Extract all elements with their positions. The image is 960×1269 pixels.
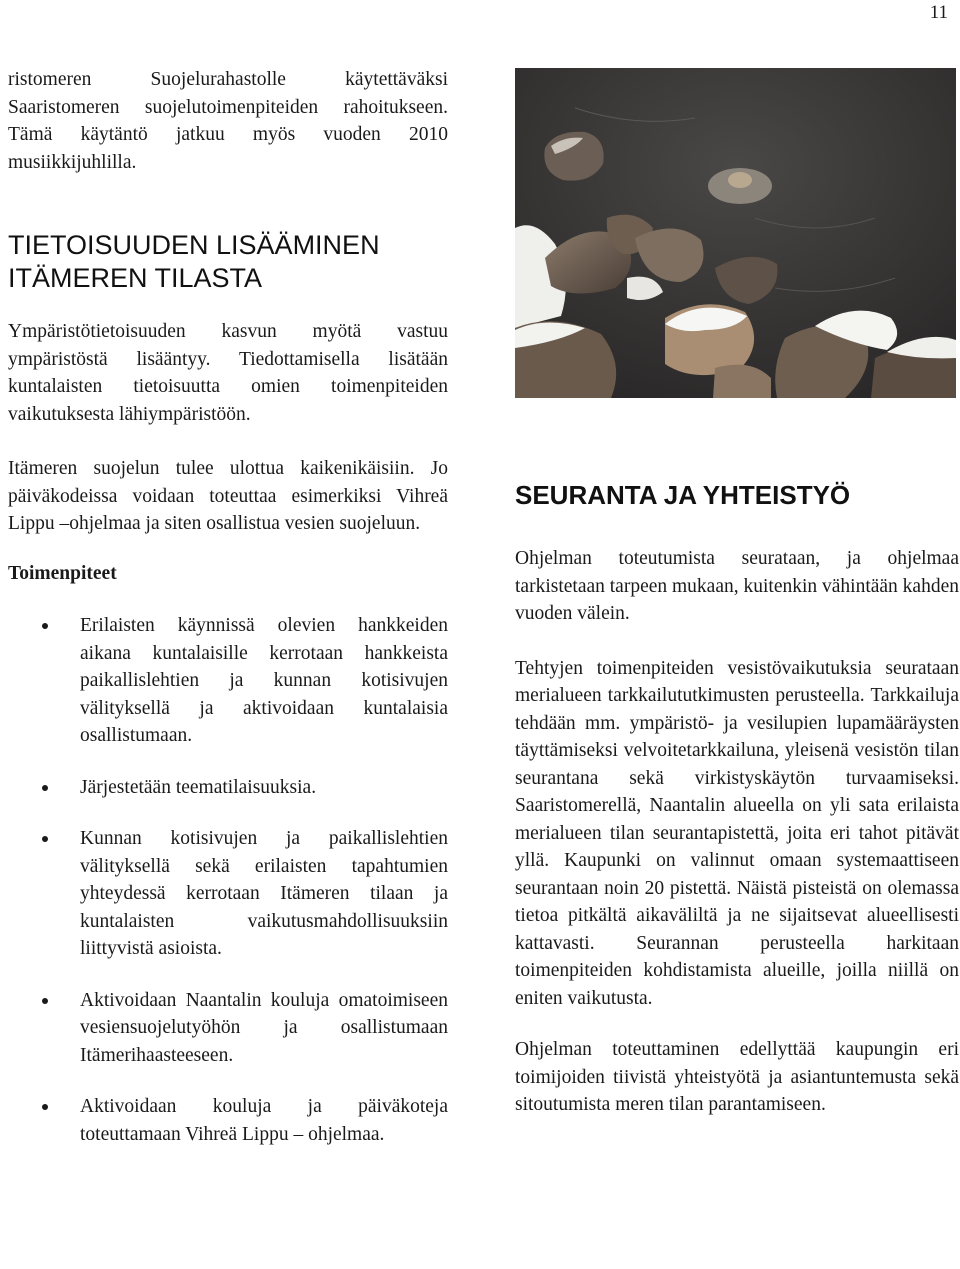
effects-paragraph: Tehtyjen toimenpiteiden vesistövaikutuksia seurataan merialueen tarkkailututkimusten perusteella. Tarkkailuja tehdään mm. ympäristö- ja vesilupien lupamääräysten täyttämiseksi velvoitetarkkailuna, yleisenä vesistön tilan seurantana sekä virkistyskäytön turvaamiseksi. Saaristomerellä, Naantalin alueella on yli sata erilaista merialueen tilan seurantapistettä, joita eri tahot pitävät yllä. Kaupunki on valinnut omaan systemaattiseen seurantaan noin 20 pistettä. Näistä pisteistä on olemassa tietoa pitkältä aikaväliltä ja ne sijaitsevat alueellisesti kattavasti. Seurannan perusteella harkitaan toimenpiteiden kohdistamista alueille, joilla niillä on eniten vaikutusta.	[515, 657, 959, 1009]
list-item-text: Erilaisten käynnissä olevien hankkeiden aikana kuntalaisille kerrotaan hankkeista paikallislehtien ja kunnan kotisivujen välityksellä ja aktivoidaan kuntalaisia osallistumaan.	[80, 615, 448, 746]
bullet-icon	[42, 785, 48, 791]
bullet-icon	[42, 836, 48, 842]
shoreline-photo	[515, 68, 956, 398]
monitoring-paragraph: Ohjelman toteutumista seurataan, ja ohjelmaa tarkistetaan tarpeen mukaan, kuitenkin vähintään kahden vuoden välein.	[515, 548, 959, 624]
bullet-icon	[42, 1104, 48, 1110]
list-item	[8, 1093, 448, 1148]
measures-subheading: Toimenpiteet	[8, 562, 117, 584]
bullet-icon	[42, 623, 48, 629]
list-item-text: Aktivoidaan kouluja ja päiväkoteja toteuttamaan Vihreä Lippu – ohjelmaa.	[80, 1096, 448, 1145]
awareness-paragraph: Ympäristötietoisuuden kasvun myötä vastuu ympäristöstä lisääntyy. Tiedottamisella lisätään kuntalaisten tietoisuutta omien toimenpiteiden vaikutuksesta lähiympäristöön.	[8, 321, 448, 425]
bullet-icon	[42, 998, 48, 1004]
page-number: 11	[929, 2, 948, 23]
intro-paragraph: ristomeren Suojelurahastolle käytettäväksi Saaristomeren suojelutoimenpiteiden rahoitukseen. Tämä käytäntö jatkuu myös vuoden 2010 musiikkijuhlilla.	[8, 69, 448, 173]
baltic-protection-paragraph: Itämeren suojelun tulee ulottua kaikenikäisiin. Jo päiväkodeissa voidaan toteuttaa esimerkiksi Vihreä Lippu –ohjelmaa ja siten osallistua vesien suojeluun.	[8, 458, 448, 534]
cooperation-paragraph: Ohjelman toteuttaminen edellyttää kaupungin eri toimijoiden tiivistä yhteistyötä ja asiantuntemusta sekä sitoutumista meren tilan parantamiseen.	[515, 1039, 959, 1115]
list-item	[8, 987, 448, 1070]
section-heading	[8, 229, 448, 295]
list-item-text: Järjestetään teematilaisuuksia.	[80, 776, 317, 798]
list-item-text: Kunnan kotisivujen ja paikallislehtien välityksellä sekä erilaisten tapahtumien yhteydessä kerrotaan Itämeren tilaan ja kuntalaisten vaikutusmahdollisuuksiin liittyvistä asioista.	[80, 828, 448, 959]
section-heading-line2: ITÄMEREN TILASTA	[8, 263, 263, 293]
list-item	[8, 774, 448, 802]
list-item	[8, 825, 448, 963]
rocks-snow-image	[515, 68, 956, 398]
list-item-text: Aktivoidaan Naantalin kouluja omatoimiseen vesiensuojelutyöhön ja osallistumaan Itämerihaasteeseen.	[80, 989, 448, 1066]
left-column	[8, 66, 448, 1148]
list-item	[8, 612, 448, 750]
monitoring-heading: SEURANTA JA YHTEISTYÖ	[515, 480, 851, 510]
measures-list	[8, 612, 448, 1148]
right-column	[515, 545, 959, 1119]
section-heading-line1: TIETOISUUDEN LISÄÄMINEN	[8, 230, 380, 260]
